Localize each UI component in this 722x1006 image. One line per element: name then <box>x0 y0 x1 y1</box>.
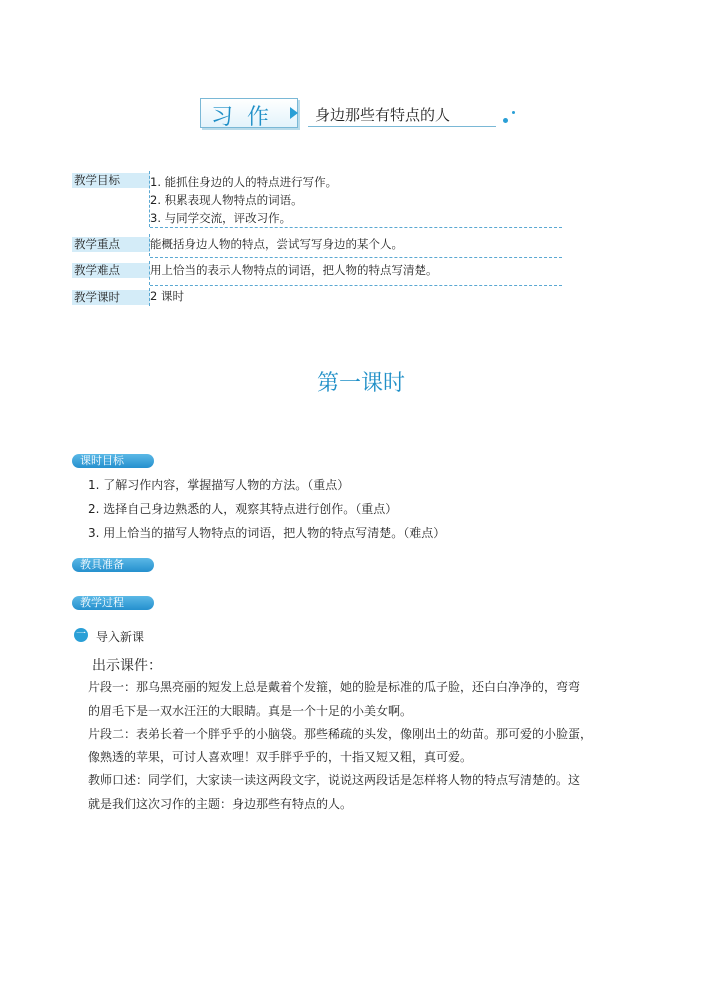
key-text: 能概括身边人物的特点，尝试写写身边的某个人。 <box>150 237 403 251</box>
paragraph-line: 教师口述：同学们，大家读一读这两段文字，说说这两段话是怎样将人物的特点写清楚的。这 <box>88 773 581 787</box>
paragraph-line: 的眉毛下是一双水汪汪的大眼睛。真是一个十足的小美女啊。 <box>88 704 413 718</box>
paragraph-line: 片段二：表弟长着一个胖乎乎的小脑袋。那些稀疏的头发，像刚出土的幼苗。那可爱的小脸蛋， <box>88 727 593 741</box>
difficulty-text: 用上恰当的表示人物特点的词语，把人物的特点写清楚。 <box>150 263 438 277</box>
chapter-banner <box>200 98 500 128</box>
section-subtitle: 出示课件： <box>92 658 162 674</box>
objectives-label: 课时目标 <box>72 454 154 468</box>
banner-underline <box>308 126 496 127</box>
hours-text: 2 课时 <box>150 289 184 303</box>
paragraph-line: 片段一：那乌黑亮丽的短发上总是戴着个发箍，她的脸是标准的瓜子脸，还白白净净的，弯弯 <box>88 680 581 694</box>
prep-label: 教具准备 <box>72 558 154 572</box>
objective-item: 2. 选择自己身边熟悉的人，观察其特点进行创作。（重点） <box>88 502 398 516</box>
dot-icon <box>512 111 515 114</box>
goal-item: 3. 与同学交流，评改习作。 <box>150 211 292 225</box>
section-number-badge: 一 <box>76 629 86 640</box>
paragraph-line: 像熟透的苹果，可讨人喜欢哩！双手胖乎乎的，十指又短又粗，真可爱。 <box>88 750 473 764</box>
paragraph-line: 就是我们这次习作的主题：身边那些有特点的人。 <box>88 797 353 811</box>
goal-item: 1. 能抓住身边的人的特点进行写作。 <box>150 175 338 189</box>
banner-box <box>200 98 298 128</box>
section-title: 导入新课 <box>96 630 145 644</box>
difficulty-label: 教学难点 <box>72 263 150 278</box>
objective-item: 1. 了解习作内容，掌握描写人物的方法。（重点） <box>88 478 350 492</box>
divider <box>150 285 562 286</box>
dot-icon <box>503 118 508 123</box>
banner-title: 身边那些有特点的人 <box>315 106 451 124</box>
goal-item: 2. 积累表现人物特点的词语。 <box>150 193 303 207</box>
lesson-title: 第一课时 <box>316 371 405 396</box>
banner-word: 习作 <box>211 105 284 130</box>
process-label: 教学过程 <box>72 596 154 610</box>
divider <box>150 227 562 228</box>
divider <box>150 257 562 258</box>
goal-label: 教学目标 <box>72 173 150 188</box>
triangle-arrow-icon <box>290 107 298 119</box>
objective-item: 3. 用上恰当的描写人物特点的词语，把人物的特点写清楚。（难点） <box>88 526 446 540</box>
key-label: 教学重点 <box>72 237 150 252</box>
hours-label: 教学课时 <box>72 290 150 305</box>
